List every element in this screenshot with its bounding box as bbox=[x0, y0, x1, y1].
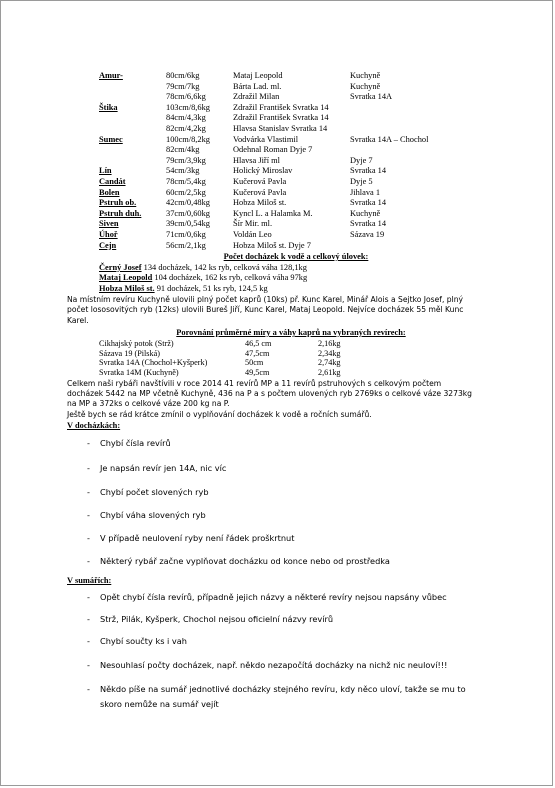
comparison-row bbox=[99, 349, 419, 359]
catch-size: 82cm/4kg bbox=[166, 145, 200, 155]
catch-angler: Šír Mir. ml. bbox=[233, 219, 273, 229]
catch-size: 78cm/5,4kg bbox=[166, 176, 206, 186]
catch-location: Kuchyně bbox=[350, 71, 381, 80]
catch-species: Lín bbox=[99, 166, 112, 176]
visit-name: Mataj Leopold bbox=[99, 273, 153, 283]
river-length: 50cm bbox=[245, 358, 264, 368]
visit-name: Černý Josef bbox=[99, 263, 142, 272]
paragraph-intro: Ještě bych se rád krátce zmínil o vyplňování docházek k vodě a ročních sumářů. bbox=[67, 410, 372, 419]
catch-angler: Kučerová Pavla bbox=[233, 176, 287, 186]
catch-angler: Kučerová Pavla bbox=[233, 187, 287, 197]
list-item-text: Chybí součty ks i vah bbox=[100, 636, 187, 646]
catch-location: Kuchyně bbox=[350, 81, 381, 91]
list-item-text: Strž, Pilák, Kyšperk, Chochol nejsou oficielní názvy revírů bbox=[100, 614, 334, 624]
catch-species: Candát bbox=[99, 176, 126, 186]
list-item-text: Opět chybí čísla revírů, případně jejich názvy a některé revíry nejsou napsány vůbec bbox=[100, 592, 447, 602]
catch-angler: Hobza Miloš st. bbox=[233, 198, 287, 208]
catch-size: 37cm/0,60kg bbox=[166, 208, 210, 218]
bullet-dash: - bbox=[87, 660, 90, 670]
river-length: 49,5cm bbox=[245, 367, 270, 377]
catch-angler: Odehnal Roman Dyje 7 bbox=[233, 145, 313, 155]
catch-size: 56cm/2,1kg bbox=[166, 240, 206, 250]
catch-location: Dyje 7 bbox=[350, 155, 373, 165]
bullet-dash: - bbox=[87, 614, 90, 624]
catch-species: Štika bbox=[99, 102, 118, 112]
list-item-text: Některý rybář začne vyplňovat docházku od konce nebo od prostředka bbox=[100, 556, 390, 566]
catch-angler: Mataj Leopold bbox=[233, 71, 283, 80]
bullet-dash: - bbox=[87, 636, 90, 646]
list-item-text: Chybí počet slovených ryb bbox=[100, 487, 209, 497]
bullet-dash: - bbox=[87, 487, 90, 497]
catch-angler: Zdražil František Svratka 14 bbox=[233, 113, 329, 123]
section-heading-summaries: V sumářích: bbox=[67, 576, 112, 585]
catch-size: 84cm/4,3kg bbox=[166, 113, 206, 123]
catch-size: 100cm/8,2kg bbox=[166, 134, 210, 144]
catch-size: 39cm/0,54kg bbox=[166, 219, 210, 229]
catch-size: 80cm/6kg bbox=[166, 71, 200, 80]
visit-row bbox=[99, 263, 429, 273]
list-item-text: Chybí čísla revírů bbox=[100, 438, 171, 448]
catch-angler: Bárta Lad. ml. bbox=[233, 81, 282, 91]
catch-species: Siven bbox=[99, 219, 119, 229]
catch-angler: Hlavsa Stanislav Svratka 14 bbox=[233, 123, 328, 133]
comparison-table bbox=[99, 339, 419, 377]
catch-size: 78cm/6,6kg bbox=[166, 92, 206, 102]
catch-size: 79cm/3,9kg bbox=[166, 155, 206, 165]
catch-location: Svratka 14 bbox=[350, 219, 387, 229]
catch-angler: Voldán Leo bbox=[233, 229, 272, 239]
bullet-dash: - bbox=[87, 592, 90, 602]
catch-size: 79cm/7kg bbox=[166, 81, 200, 91]
visit-row bbox=[99, 284, 429, 294]
list-item-text: Někdo píše na sumář jednotlivé docházky stejného revíru, kdy něco uloví, takže se mu to bbox=[100, 684, 466, 694]
catch-species: Amur- bbox=[99, 71, 123, 80]
catch-angler: Hlavsa Jiří ml bbox=[233, 155, 280, 165]
catch-species: Pstruh duh. bbox=[99, 208, 142, 218]
bullet-dash: - bbox=[87, 510, 90, 520]
catch-angler: Vodvárka Vlastimil bbox=[233, 134, 299, 144]
paragraph-summary-2014: Celkem naši rybáři navštívili v roce 2014 41 revírů MP a 11 revírů pstruhových s celkovým počtem docházek 5442 na MP včetně Kuchyně, 436 na P a s počtem ulovených ryb 2769ks o celkové váze 3273kg na MP a 372ks o celkové váze 200 kg na P. bbox=[67, 379, 473, 409]
bullet-dash: - bbox=[87, 438, 90, 448]
catch-species: Sumec bbox=[99, 134, 123, 144]
bullet-dash: - bbox=[87, 533, 90, 543]
catch-angler: Zdražil František Svratka 14 bbox=[233, 102, 329, 112]
catch-size: 60cm/2,5kg bbox=[166, 187, 206, 197]
catch-species: Bolen bbox=[99, 187, 120, 197]
comparison-row bbox=[99, 339, 419, 349]
catch-location: Sázava 19 bbox=[350, 229, 385, 239]
visit-text: 134 docházek, 142 ks ryb, celková váha 128,1kg bbox=[143, 263, 307, 272]
visits-list bbox=[99, 263, 429, 294]
river-name: Sázava 19 (Pilská) bbox=[99, 348, 160, 358]
catch-angler: Zdražil Milan bbox=[233, 92, 280, 102]
list-item-text: Chybí váha slovených ryb bbox=[100, 510, 206, 520]
catch-location: Svratka 14 bbox=[350, 198, 387, 208]
list-item-text: Je napsán revír jen 14A, nic víc bbox=[100, 463, 227, 473]
catch-location: Kuchyně bbox=[350, 208, 381, 218]
catch-location: Dyje 5 bbox=[350, 176, 373, 186]
list-item-text: Nesouhlasí počty docházek, např. někdo nezapočítá docházky na nichž nic neuloví!!! bbox=[100, 660, 448, 670]
river-weight: 2,34kg bbox=[318, 348, 341, 358]
bullet-dash: - bbox=[87, 684, 90, 694]
catch-size: 54cm/3kg bbox=[166, 166, 200, 176]
catch-size: 71cm/0,6kg bbox=[166, 229, 206, 239]
catch-size: 103cm/8,6kg bbox=[166, 102, 210, 112]
catch-angler: Kyncl L. a Halamka M. bbox=[233, 208, 313, 218]
list-item-text: skoro nemůže na sumář vejít bbox=[100, 699, 219, 709]
catch-species: Pstruh ob. bbox=[99, 198, 137, 208]
section-heading-attendance: V docházkách: bbox=[67, 421, 121, 430]
river-length: 47,5cm bbox=[245, 348, 270, 358]
river-weight: 2,61kg bbox=[318, 367, 341, 377]
catch-angler: Holický Miroslav bbox=[233, 166, 293, 176]
bullet-dash: - bbox=[87, 463, 90, 473]
visit-text: 91 docházek, 51 ks ryb, 124,5 kg bbox=[156, 283, 268, 293]
catch-species: Úhoř bbox=[99, 229, 118, 239]
catch-size: 82cm/4,2kg bbox=[166, 123, 206, 133]
comparison-heading: Porovnání průměrné míry a váhy kaprů na vybraných revírech: bbox=[176, 328, 406, 337]
visit-text: 104 docházek, 162 ks ryb, celková váha 97kg bbox=[154, 273, 308, 283]
catch-location: Svratka 14A – Chochol bbox=[350, 134, 429, 144]
catch-location: Svratka 14 bbox=[350, 166, 387, 176]
river-weight: 2,16kg bbox=[318, 339, 341, 348]
paragraph-carp-count: Na místním revíru Kuchyně ulovili plný počet kaprů (10ks) př. Kunc Karel, Minář Alois a Sejtko Josef, plný počet lososovitých ryb (12ks) ulovili Bureš Jiří, Kunc Karel, Mataj Leopold. Nejvíce docházek 55 měl Kunc Karel. bbox=[67, 295, 464, 325]
river-name: Svratka 14M (Kuchyně) bbox=[99, 367, 179, 377]
visit-row bbox=[99, 273, 429, 283]
catch-angler: Hobza Miloš st. Dyje 7 bbox=[233, 240, 311, 250]
catch-location: Jihlava 1 bbox=[350, 187, 381, 197]
river-name: Svratka 14A (Chochol+Kyšperk) bbox=[99, 358, 208, 368]
visits-heading: Počet docházek k vodě a celkový úlovek: bbox=[223, 252, 369, 261]
river-weight: 2,74kg bbox=[318, 358, 341, 368]
catch-location: Svratka 14A bbox=[350, 92, 393, 102]
catch-species: Cejn bbox=[99, 240, 117, 250]
comparison-row bbox=[99, 358, 419, 368]
river-length: 46,5 cm bbox=[245, 339, 272, 348]
list-item-text: V případě neulovení ryby není řádek proškrtnut bbox=[100, 533, 295, 543]
comparison-row bbox=[99, 368, 419, 378]
visit-name: Hobza Miloš st. bbox=[99, 283, 155, 293]
catch-size: 42cm/0,48kg bbox=[166, 198, 210, 208]
bullet-dash: - bbox=[87, 556, 90, 566]
river-name: Cikhajský potok (Strž) bbox=[99, 339, 174, 348]
